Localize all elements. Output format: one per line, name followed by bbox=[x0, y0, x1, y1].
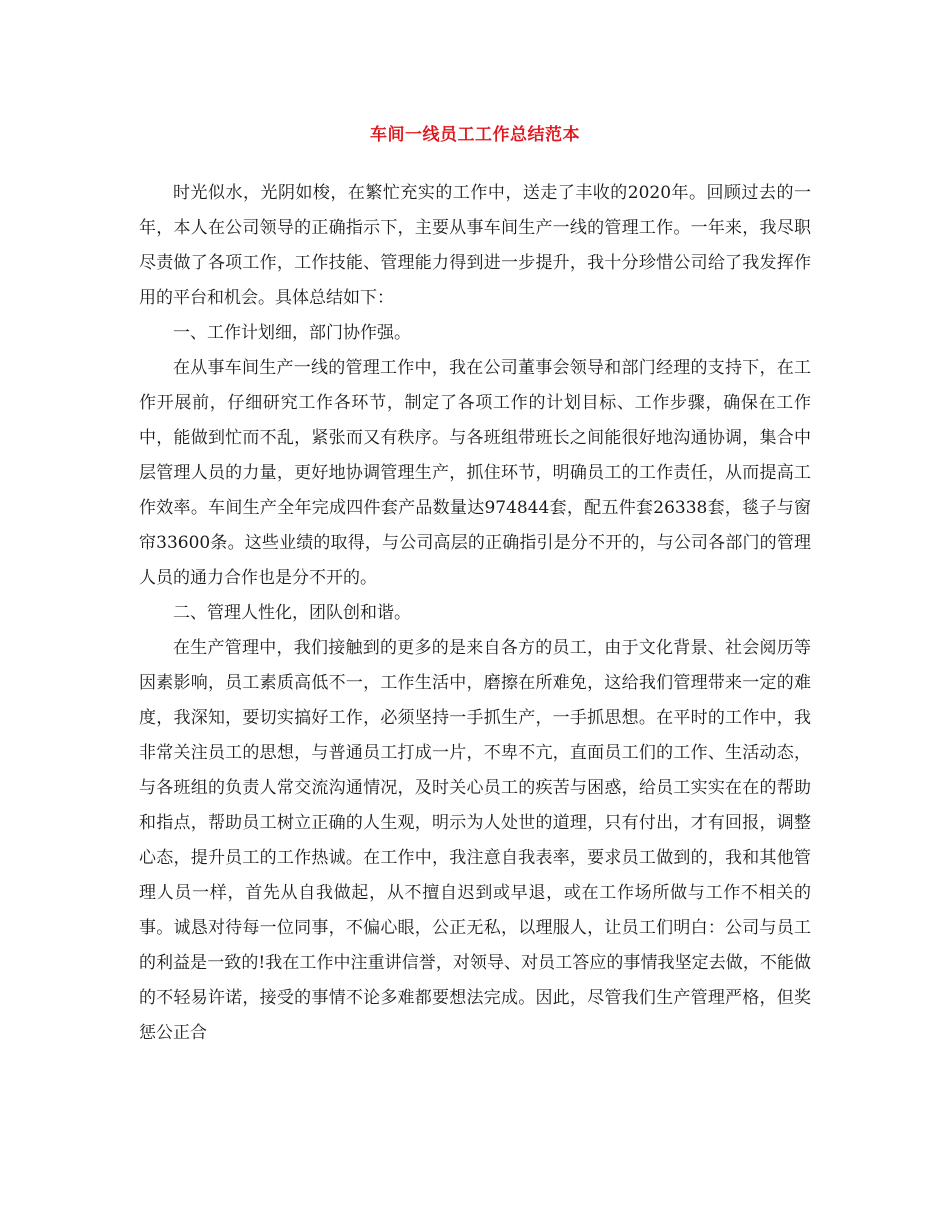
paragraph-section-2: 在生产管理中，我们接触到的更多的是来自各方的员工，由于文化背景、社会阅历等因素影响，员工素质高低不一，工作生活中，磨擦在所难免，这给我们管理带来一定的难度，我深知，要切实搞好工作，必须坚持一手抓生产，一手抓思想。在平时的工作中，我非常关注员工的思想，与普通员工打成一片，不卑不亢，直面员工们的工作、生活动态，与各班组的负责人常交流沟通情况，及时关心员工的疾苦与困惑，给员工实实在在的帮助和指点，帮助员工树立正确的人生观，明示为人处世的道理，只有付出，才有回报，调整心态，提升员工的工作热诚。在工作中，我注意自我表率，要求员工做到的，我和其他管理人员一样，首先从自我做起，从不擅自迟到或早退，或在工作场所做与工作不相关的事。诚恳对待每一位同事，不偏心眼，公正无私，以理服人，让员工们明白：公司与员工的利益是一致的!我在工作中注重讲信誉，对领导、对员工答应的事情我坚定去做，不能做的不轻易许诺，接受的事情不论多难都要想法完成。因此，尽管我们生产管理严格，但奖惩公正合 bbox=[139, 638, 811, 1043]
paragraph-intro: 时光似水，光阴如梭，在繁忙充实的工作中，送走了丰收的2020年。回顾过去的一年，本人在公司领导的正确指示下，主要从事车间生产一线的管理工作。一年来，我尽职尽责做了各项工作，工作技能、管理能力得到进一步提升，我十分珍惜公司给了我发挥作用的平台和机会。具体总结如下： bbox=[139, 183, 811, 308]
section-heading-2: 二、管理人性化，团队创和谐。 bbox=[173, 603, 411, 623]
document-body bbox=[139, 176, 811, 1051]
paragraph-section-1: 在从事车间生产一线的管理工作中，我在公司董事会领导和部门经理的支持下，在工作开展前，仔细研究工作各环节，制定了各项工作的计划目标、工作步骤，确保在工作中，能做到忙而不乱，紧张而又有秩序。与各班组带班长之间能很好地沟通协调，集合中层管理人员的力量，更好地协调管理生产，抓住环节，明确员工的工作责任，从而提高工作效率。车间生产全年完成四件套产品数量达974844套，配五件套26338套，毯子与窗帘33600条。这些业绩的取得，与公司高层的正确指引是分不开的，与公司各部门的管理人员的通力合作也是分不开的。 bbox=[139, 358, 811, 588]
section-heading-1: 一、工作计划细，部门协作强。 bbox=[173, 323, 411, 343]
document-title: 车间一线员工工作总结范本 bbox=[370, 125, 580, 145]
